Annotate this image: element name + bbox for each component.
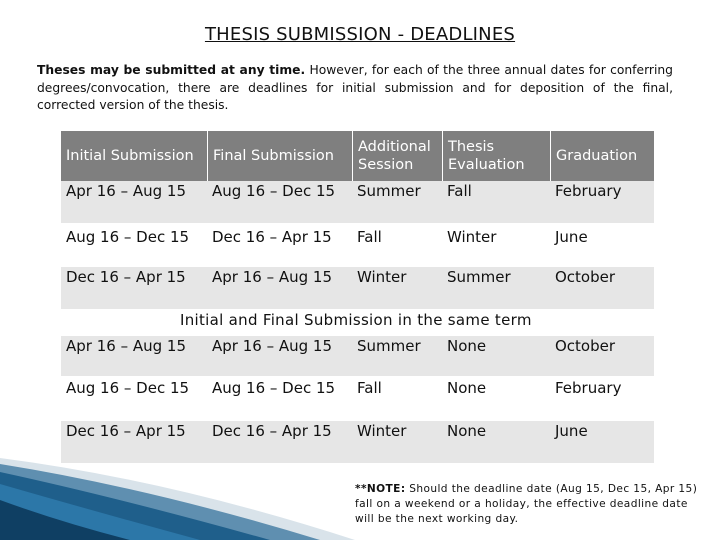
table-row: [61, 267, 654, 309]
cell-initial-submission: Apr 16 – Aug 15: [66, 337, 186, 355]
cell-final-submission: Aug 16 – Dec 15: [212, 379, 336, 397]
cell-initial-submission: Aug 16 – Dec 15: [66, 228, 190, 246]
header-initial-submission: Initial Submission: [66, 148, 194, 164]
cell-final-submission: Apr 16 – Aug 15: [212, 337, 332, 355]
table-header-row: [61, 131, 654, 181]
intro-lead: Theses may be submitted at any time.: [37, 63, 306, 77]
cell-additional-session: Summer: [357, 337, 421, 355]
cell-graduation: June: [555, 422, 588, 440]
cell-initial-submission: Dec 16 – Apr 15: [66, 422, 186, 440]
cell-additional-session: Fall: [357, 379, 382, 397]
cell-thesis-evaluation: Winter: [447, 228, 497, 246]
cell-thesis-evaluation: Fall: [447, 182, 472, 200]
footnote: [355, 482, 705, 527]
table-row: [61, 378, 654, 418]
cell-graduation: October: [555, 268, 616, 286]
cell-thesis-evaluation: None: [447, 337, 487, 355]
cell-additional-session: Summer: [357, 182, 421, 200]
cell-final-submission: Dec 16 – Apr 15: [212, 228, 332, 246]
cell-final-submission: Aug 16 – Dec 15: [212, 182, 336, 200]
same-term-label: Initial and Final Submission in the same term: [180, 311, 532, 329]
intro-text: However, for each of the three annual dates for conferring degrees/convocation, there are deadlines for initial submission and for deposition of the final, corrected version of the thesis.: [37, 63, 673, 112]
note-text: Should the deadline date (Aug 15, Dec 15, Apr 15) fall on a weekend or a holiday, the effective deadline date will be the next working day.: [355, 483, 698, 525]
cell-additional-session: Winter: [357, 422, 407, 440]
cell-graduation: February: [555, 379, 622, 397]
intro-paragraph: [37, 62, 673, 115]
decorative-swoosh: [0, 440, 360, 540]
header-thesis-evaluation: Thesis Evaluation: [442, 131, 550, 181]
cell-thesis-evaluation: Summer: [447, 268, 511, 286]
cell-graduation: June: [555, 228, 588, 246]
cell-graduation: October: [555, 337, 616, 355]
cell-initial-submission: Aug 16 – Dec 15: [66, 379, 190, 397]
header-additional-session: Additional Session: [352, 131, 442, 181]
header-graduation: Graduation: [550, 131, 654, 181]
table-row: [61, 227, 654, 267]
cell-additional-session: Winter: [357, 268, 407, 286]
header-final-submission: Final Submission: [207, 131, 352, 181]
cell-thesis-evaluation: None: [447, 379, 487, 397]
cell-final-submission: Dec 16 – Apr 15: [212, 422, 332, 440]
note-label: **NOTE:: [355, 483, 406, 495]
page-title: THESIS SUBMISSION - DEADLINES: [204, 24, 516, 45]
cell-additional-session: Fall: [357, 228, 382, 246]
cell-final-submission: Apr 16 – Aug 15: [212, 268, 332, 286]
cell-graduation: February: [555, 182, 622, 200]
cell-initial-submission: Apr 16 – Aug 15: [66, 182, 186, 200]
table-row: [61, 181, 654, 223]
cell-thesis-evaluation: None: [447, 422, 487, 440]
cell-initial-submission: Dec 16 – Apr 15: [66, 268, 186, 286]
table-row: [61, 336, 654, 376]
